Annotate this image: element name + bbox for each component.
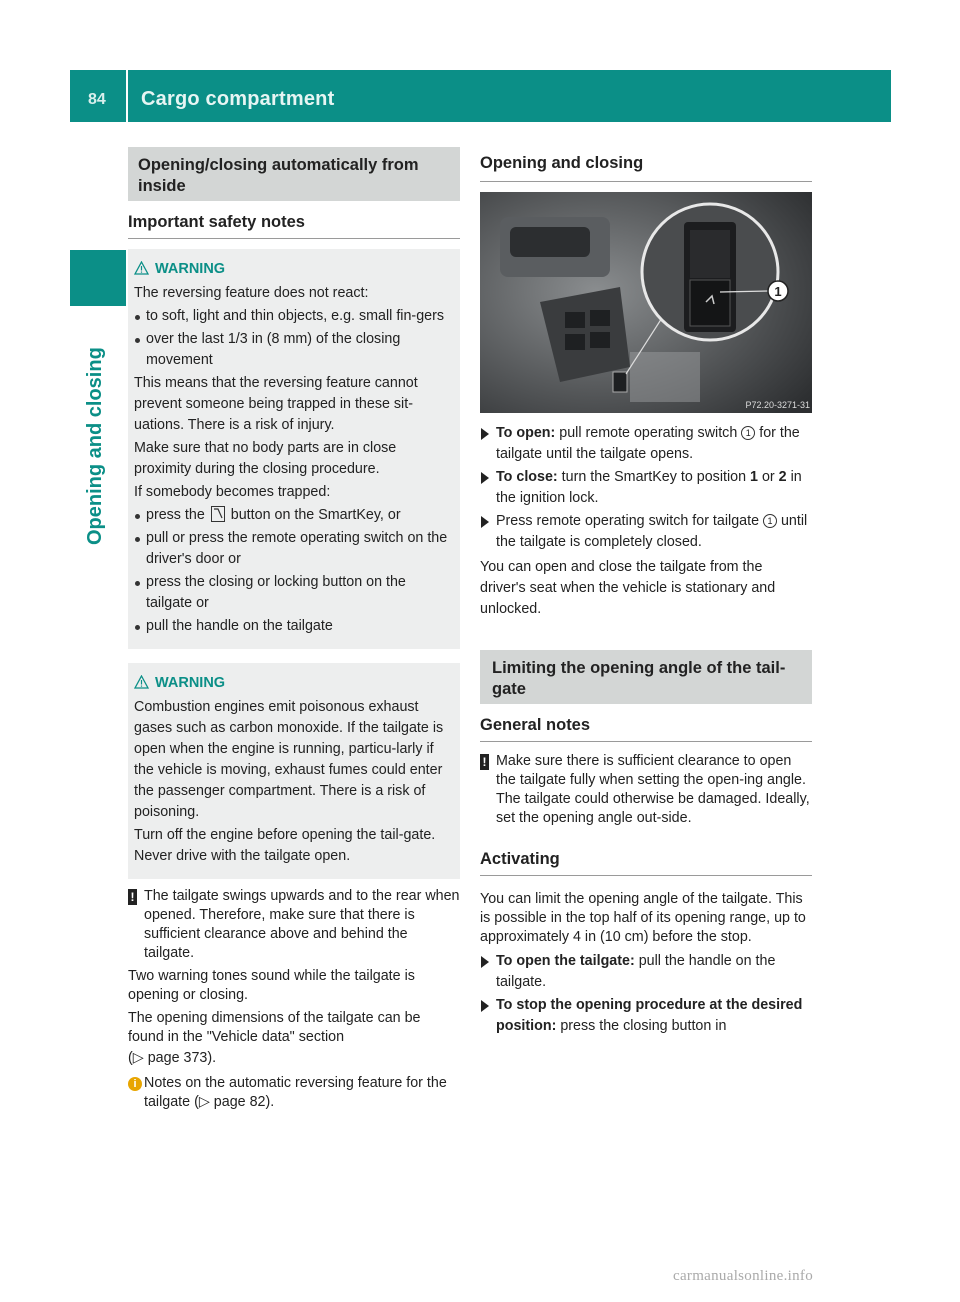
note-text: The tailgate swings upwards and to the rear when opened. Therefore, make sure that there is sufficient clearance above and behind the tailgate. (144, 888, 460, 961)
list-item: press the closing or locking button on the tailgate or (134, 572, 450, 614)
page-number: 84 (88, 91, 106, 108)
page-title: Cargo compartment (141, 88, 335, 110)
warning-triangle-icon (134, 259, 149, 283)
section-title-auto: Opening/closing automatically from inside (128, 147, 460, 201)
step-text: until the tailgate is completely closed. (496, 513, 808, 550)
door-panel-illustration (480, 192, 812, 413)
list-item-text: button on the SmartKey, or (230, 507, 401, 523)
warning-paragraph: This means that the reversing feature cannot prevent someone being trapped in these sit-uations. There is a risk of injury. (134, 375, 418, 433)
info-note (128, 1074, 460, 1112)
list-item (134, 505, 450, 526)
step-label: To stop the opening procedure at the desired position: (496, 997, 803, 1034)
warning-triangle-icon (134, 673, 149, 697)
paragraph-stationary: You can open and close the tailgate from the driver's seat when the vehicle is stationary and unlocked. (480, 559, 776, 617)
watermark: carmanualsonline.info (673, 1268, 814, 1284)
step-text: Press remote operating switch for tailgate (496, 513, 763, 529)
subheading-opening-closing: Opening and closing (480, 152, 812, 182)
step-label: To open the tailgate: (496, 953, 635, 969)
note-clearance (128, 887, 460, 963)
step-stop-opening (480, 995, 812, 1037)
step-text: in the ignition lock. (496, 469, 802, 506)
paragraph-tones: Two warning tones sound while the tailgate is opening or closing. (128, 968, 415, 1003)
warning-title-text: WARNING (155, 675, 226, 691)
section-title-limit: Limiting the opening angle of the tail-gate (480, 650, 812, 704)
callout-ref: 1 (763, 514, 777, 528)
photo-code: P72.20-3271-31 (745, 400, 810, 410)
paragraph-limit: You can limit the opening angle of the tailgate. This is possible in the top half of its opening range, up to approximately 4 in (10 cm) before the stop. (480, 891, 806, 945)
key-position: 1 (750, 469, 758, 485)
left-column (128, 147, 460, 1112)
step-arrow-icon (481, 1000, 489, 1012)
warning-paragraph: If somebody becomes trapped: (134, 484, 331, 500)
key-position: 2 (778, 469, 787, 485)
exclamation-icon: ! (480, 754, 489, 770)
step-press-switch (480, 511, 812, 553)
step-text: for the tailgate until the tailgate opens. (496, 425, 800, 462)
warning-title (134, 671, 450, 697)
step-arrow-icon (481, 428, 489, 440)
right-column (480, 147, 812, 1039)
step-label: To close: (496, 469, 558, 485)
step-arrow-icon (481, 956, 489, 968)
list-item: pull or press the remote operating switch on the driver's door or (134, 528, 450, 570)
warning-paragraph: Make sure that no body parts are in close proximity during the closing procedure. (134, 440, 397, 477)
info-note-text: Notes on the automatic reversing feature for the tailgate (▷ page 82). (144, 1075, 447, 1110)
step-text: pull remote operating switch (555, 425, 742, 441)
step-arrow-icon (481, 516, 489, 528)
paragraph-dimensions: The opening dimensions of the tailgate can be found in the "Vehicle data" section (128, 1010, 421, 1045)
step-to-open (480, 423, 812, 465)
subheading-general-notes: General notes (480, 714, 812, 742)
warning-box-reversing (128, 249, 460, 649)
list-item: over the last 1/3 in (8 mm) of the closing movement (134, 329, 450, 371)
subheading-safety: Important safety notes (128, 211, 460, 239)
note-opening-clearance (480, 752, 812, 828)
step-text: press the closing button in (556, 1018, 727, 1034)
callout-ref: 1 (741, 426, 755, 440)
step-text: pull the handle on the tailgate. (496, 953, 776, 990)
header-divider (126, 70, 128, 122)
list-item-text: press the (146, 507, 205, 523)
step-to-close (480, 467, 812, 509)
photo-callout-label: 1 (774, 284, 782, 299)
step-arrow-icon (481, 472, 489, 484)
exclamation-icon: ! (128, 889, 137, 905)
side-tab-block (70, 250, 126, 306)
warning-paragraph: Combustion engines emit poisonous exhaust gases such as carbon monoxide. If the tailgate is open when the engine is running, particu-larly if the vehicle is moving, exhaust fumes could enter the passenger compartment. There is a risk of poisoning. (134, 699, 444, 820)
step-text: or (757, 469, 779, 485)
note-text: Make sure there is sufficient clearance to open the tailgate fully when setting the open-ing angle. The tailgate could otherwise be damaged. Ideally, set the opening angle out-side. (496, 753, 810, 826)
info-icon: i (128, 1077, 142, 1091)
tailgate-key-icon (211, 506, 225, 522)
step-text: turn the SmartKey to position (557, 469, 751, 485)
list-item: pull the handle on the tailgate (134, 616, 450, 637)
subheading-activating: Activating (480, 848, 812, 876)
warning-paragraph: Turn off the engine before opening the tail-gate. Never drive with the tailgate open. (134, 827, 436, 864)
side-tab-label: Opening and closing (84, 347, 106, 545)
step-label: To open: (496, 425, 556, 441)
page-reference: (▷ page 373). (128, 1050, 217, 1066)
warning-box-exhaust (128, 663, 460, 879)
door-switch-photo (480, 192, 812, 413)
list-item: to soft, light and thin objects, e.g. small fin-gers (134, 306, 450, 327)
step-open-tailgate (480, 951, 812, 993)
warning-title (134, 257, 450, 283)
warning-title-text: WARNING (155, 261, 226, 277)
warning-intro: The reversing feature does not react: (134, 285, 369, 301)
